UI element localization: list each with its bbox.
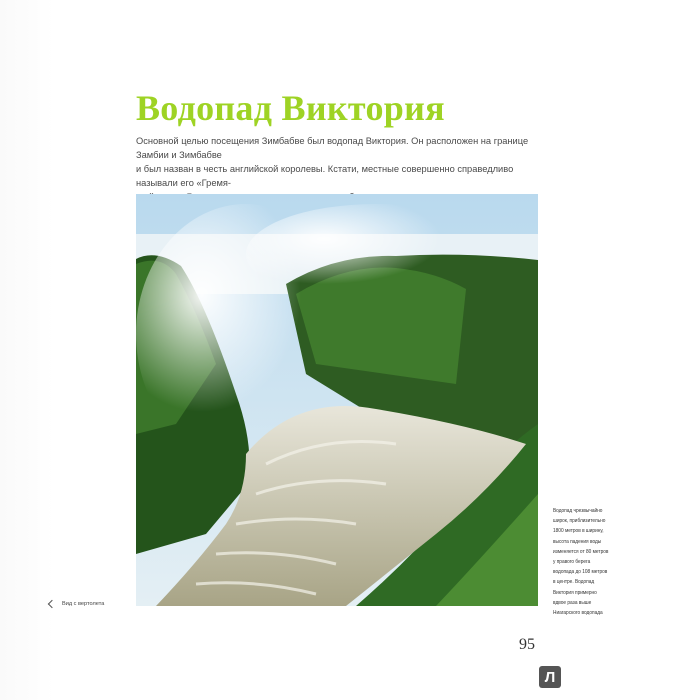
- caption-line: широк, приблизительно: [553, 518, 606, 525]
- side-caption: [49, 598, 104, 610]
- caption-line: Ниагарского водопада: [553, 610, 603, 617]
- side-caption-text: Вид с вертолета: [62, 601, 105, 607]
- caption-line: Водопад чрезвычайно: [553, 508, 603, 514]
- caption-line: водопада до 108 метров: [553, 569, 608, 576]
- publisher-logo[interactable]: Л: [539, 666, 561, 688]
- waterfall-photo: [136, 194, 538, 606]
- caption-line: 1800 метров в ширину,: [553, 528, 604, 535]
- intro-line: и был назван в честь английской королевы. Кстати, местные совершенно справедливо называли его «Гремя-: [136, 164, 514, 188]
- caption-line: в центре. Водопад: [553, 579, 595, 586]
- page-title: Водопад Виктория: [136, 88, 445, 128]
- chevron-left-icon: [48, 600, 56, 608]
- caption-line: у правого берега: [553, 559, 591, 566]
- caption-line: изменяется от 80 метров: [553, 548, 609, 555]
- waterfall-illustration: [136, 194, 538, 606]
- intro-line: Основной целью посещения Зимбабве был водопад Виктория. Он расположен на границе Замбии и Зимбабве: [136, 136, 529, 160]
- caption-line: высота падения воды: [553, 538, 602, 545]
- caption-line: Виктория примерно: [553, 589, 597, 596]
- page-number: 95: [519, 636, 535, 653]
- caption-line: вдвое разa выше: [553, 599, 592, 606]
- photo-caption: [553, 506, 617, 618]
- spray-cloud: [246, 204, 506, 304]
